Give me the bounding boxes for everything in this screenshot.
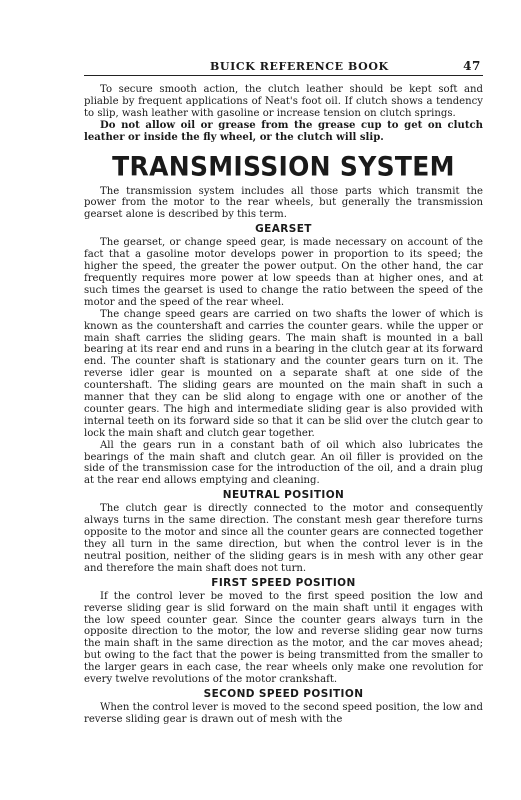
section-title-transmission: TRANSMISSION SYSTEM <box>112 150 455 182</box>
heading-second-speed: SECOND SPEED POSITION <box>203 687 364 700</box>
running-header <box>84 57 483 76</box>
paragraph-gearset-2: The change speed gears are carried on two shafts the lower of which is known as the countershaft and carries the counter gears. while the upper or main shaft carries the sliding gears. The main shaft is mounted in a ball bearing at its rear end and runs in a bearing in the clutch gear at its forward end. The counter shaft is stationary and the counter gears turn on it. The reverse idler gear is mounted on a separate shaft at one side of the countershaft. The sliding gears are mounted on the main shaft in such a manner that they can be slid along to engage with one or another of the counter gears. The high and intermediate sliding gear is also provided with internal teeth on its forward side so that it can be slid over the clutch gear to lock the main shaft and clutch gear together. <box>84 308 483 439</box>
heading-first-speed: FIRST SPEED POSITION <box>211 576 356 589</box>
paragraph-gearset-3: All the gears run in a constant bath of oil which also lubricates the bearings of the main shaft and clutch gear. An oil filler is provided on the side of the transmission case for the introduction of the oil, and a drain plug at the rear end allows emptying and cleaning. <box>84 439 483 487</box>
paragraph-first-speed: If the control lever be moved to the first speed position the low and reverse sliding gear is slid forward on the main shaft until it engages with the low speed counter gear. Since the counter gears always turn in the opposite direction to the motor, the low and reverse sliding gear now turns the main shaft in the same direction as the motor, and the car moves ahead; but owing to the fact that the power is being transmitted from the smaller to the larger gears in each case, the rear wheels only make one revolution for every twelve revolutions of the motor crankshaft. <box>84 590 483 686</box>
heading-gearset: GEARSET <box>255 223 312 236</box>
paragraph-clutch-warning: Do not allow oil or grease from the grease cup to get on clutch leather or inside the fly wheel, or the clutch will slip. <box>84 119 483 143</box>
paragraph-second-speed: When the control lever is moved to the second speed position, the low and reverse sliding gear is drawn out of mesh with the <box>84 701 483 725</box>
page-number: 47 <box>463 59 481 73</box>
heading-neutral-position: NEUTRAL POSITION <box>222 489 345 502</box>
page-body <box>84 84 483 726</box>
paragraph-transmission-intro: The transmission system includes all those parts which transmit the power from the motor to the rear wheels, but generally the transmission gearset alone is described by this term. <box>84 185 483 221</box>
book-title: BUICK REFERENCE BOOK <box>210 60 389 73</box>
paragraph-gearset-1: The gearset, or change speed gear, is made necessary on account of the fact that a gasoline motor develops power in proportion to its speed; the higher the speed, the greater the power output. On the other hand, the car frequently requires more power at low speeds than at higher ones, and at such times the gearset is used to change the ratio between the speed of the motor and the speed of the rear wheel. <box>84 237 483 308</box>
paragraph-neutral: The clutch gear is directly connected to the motor and consequently always turns in the same direction. The constant mesh gear therefore turns opposite to the motor and since all the counter gears are connected together they all turn in the same direction, but when the control lever is in the neutral position, neither of the sliding gears is in mesh with any other gear and therefore the main shaft does not turn. <box>84 503 483 574</box>
paragraph-clutch-care: To secure smooth action, the clutch leather should be kept soft and pliable by frequent applications of Neat's foot oil. If clutch shows a tendency to slip, wash leather with gasoline or increase tension on clutch springs. <box>84 84 483 119</box>
